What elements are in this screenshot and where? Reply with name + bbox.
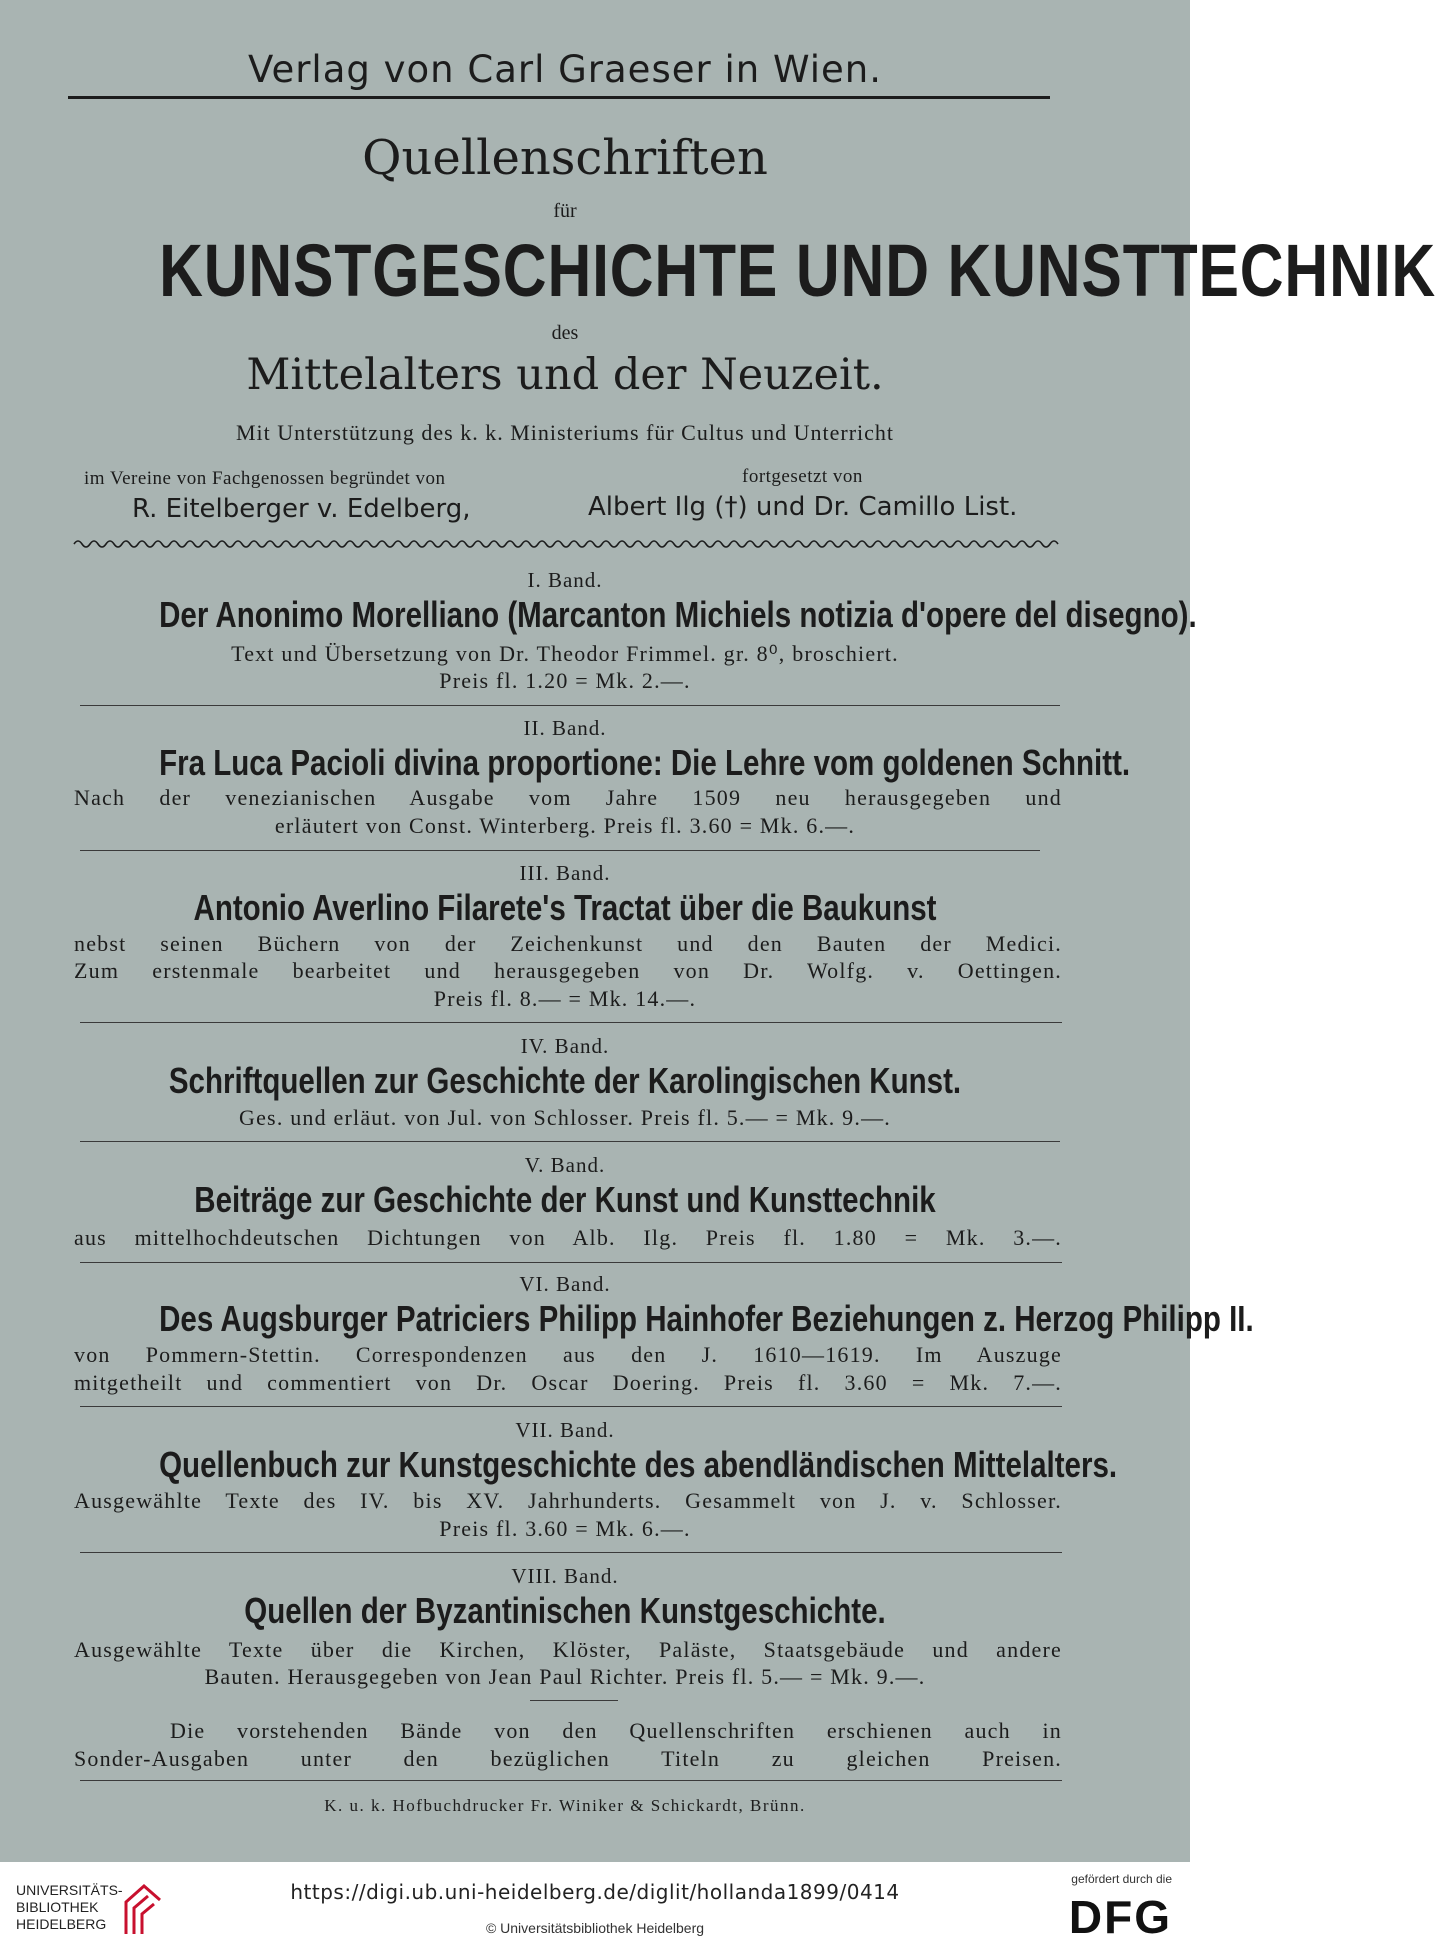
title-line-3: Mittelalters und der Neuzeit. [246, 350, 884, 400]
dfg-funding-note: gefördert durch die [1071, 1872, 1172, 1886]
title-word-des: des [551, 322, 579, 344]
closing-note-line-1: Die vorstehenden Bände von den Quellenschriften erschienen auch in [170, 1718, 1062, 1743]
viewer-footer [0, 1862, 1190, 1955]
volume-4-title: Schriftquellen zur Geschichte der Karolingischen Kunst. [168, 1060, 962, 1101]
volume-6-line-1: von Pommern-Stettin. Correspondenzen aus den J. 1610—1619. Im Auszuge [74, 1342, 1062, 1367]
volume-8-label: VIII. Band. [511, 1564, 619, 1588]
founder-name: R. Eitelberger v. Edelberg, [132, 494, 471, 524]
volume-6-line-2: mitgetheilt und commentiert von Dr. Oscar Doering. Preis fl. 3.60 = Mk. 7.—. [74, 1370, 1062, 1395]
volume-8-line-1: Ausgewählte Texte über die Kirchen, Klöster, Paläste, Staatsgebäude und andere [74, 1637, 1062, 1662]
volume-5-label: V. Band. [524, 1153, 606, 1177]
volume-3-line-2: Zum erstenmale bearbeitet und herausgegeben von Dr. Wolfg. v. Oettingen. [74, 958, 1062, 983]
separator-rule [80, 850, 1040, 851]
volume-1-line-1: Text und Übersetzung von Dr. Theodor Frimmel. gr. 8⁰, broschiert. [231, 641, 899, 666]
volume-3-line-3: Preis fl. 8.— = Mk. 14.—. [433, 986, 697, 1011]
title-word-fuer: für [553, 200, 577, 222]
volume-1-line-2: Preis fl. 1.20 = Mk. 2.—. [439, 668, 691, 693]
volume-3-title: Antonio Averlino Filarete's Tractat über die Baukunst [193, 887, 937, 928]
volume-1-title: Der Anonimo Morelliano (Marcanton Michiels notizia d'opere del disegno). [159, 594, 1197, 635]
volume-2-line-2: erläutert von Const. Winterberg. Preis fl. 3.60 = Mk. 6.—. [274, 813, 856, 838]
separator-rule [80, 1552, 1062, 1553]
volume-5-title: Beiträge zur Geschichte der Kunst und Kunsttechnik [194, 1179, 936, 1220]
volume-2-label: II. Band. [523, 716, 607, 740]
title-line-2: KUNSTGESCHICHTE UND KUNSTTECHNIK [159, 229, 1436, 312]
dfg-logo[interactable]: DFG [1068, 1891, 1172, 1943]
library-logo-line: UNIVERSITÄTS- [16, 1882, 123, 1898]
volume-1-label: I. Band. [527, 568, 603, 592]
library-logo-line: BIBLIOTHEK [16, 1899, 99, 1915]
volume-7-line-1: Ausgewählte Texte des IV. bis XV. Jahrhunderts. Gesammelt von J. v. Schlosser. [74, 1488, 1062, 1513]
volume-8-title: Quellen der Byzantinischen Kunstgeschichte. [244, 1590, 886, 1631]
copyright-text: © Universitätsbibliothek Heidelberg [485, 1920, 705, 1936]
volume-3-line-1: nebst seinen Büchern von der Zeichenkunst und den Bauten der Medici. [74, 931, 1062, 956]
volume-7-line-2: Preis fl. 3.60 = Mk. 6.—. [439, 1516, 691, 1541]
separator-rule [80, 1780, 1062, 1781]
volume-3-label: III. Band. [519, 861, 611, 885]
volume-4-line-1: Ges. und erläut. von Jul. von Schlosser. Preis fl. 5.— = Mk. 9.—. [239, 1105, 891, 1130]
separator-rule [80, 1141, 1060, 1142]
header-rule [68, 96, 1050, 99]
continuer-names: Albert Ilg (†) und Dr. Camillo List. [588, 492, 1018, 522]
printer-line: K. u. k. Hofbuchdrucker Fr. Winiker & Schickardt, Brünn. [324, 1796, 806, 1815]
closing-note-line-2: Sonder-Ausgaben unter den bezüglichen Titeln zu gleichen Preisen. [74, 1746, 1062, 1771]
page-url-link[interactable]: https://digi.ub.uni-heidelberg.de/diglit/hollanda1899/0414 [290, 1880, 900, 1904]
separator-rule [80, 1022, 1062, 1023]
volume-2-line-1: Nach der venezianischen Ausgabe vom Jahre 1509 neu herausgegeben und [74, 785, 1062, 810]
volume-8-line-2: Bauten. Herausgegeben von Jean Paul Richter. Preis fl. 5.— = Mk. 9.—. [204, 1664, 926, 1689]
volume-4-label: IV. Band. [520, 1034, 610, 1058]
support-line: Mit Unterstützung des k. k. Ministeriums für Cultus und Unterricht [235, 420, 895, 445]
separator-rule [80, 1262, 1062, 1263]
short-rule [530, 1700, 618, 1701]
volume-2-title: Fra Luca Pacioli divina proportione: Die Lehre vom goldenen Schnitt. [159, 742, 1131, 783]
separator-rule [80, 705, 1060, 706]
volume-7-label: VII. Band. [515, 1418, 615, 1442]
library-logo-line: HEIDELBERG [16, 1916, 107, 1932]
founded-label: im Vereine von Fachgenossen begründet von [84, 468, 446, 489]
title-line-1: Quellenschriften [362, 130, 768, 186]
publisher-line: Verlag von Carl Graeser in Wien. [248, 48, 882, 91]
volume-7-title: Quellenbuch zur Kunstgeschichte des abendländischen Mittelalters. [159, 1444, 1118, 1485]
volume-6-title: Des Augsburger Patriciers Philipp Hainhofer Beziehungen z. Herzog Philipp II. [159, 1298, 1254, 1339]
wavy-rule [74, 538, 1056, 550]
separator-rule [80, 1406, 1062, 1407]
volume-6-label: VI. Band. [519, 1272, 611, 1296]
continued-label: fortgesetzt von [742, 466, 863, 487]
volume-5-line-1: aus mittelhochdeutschen Dichtungen von Alb. Ilg. Preis fl. 1.80 = Mk. 3.—. [74, 1225, 1062, 1250]
